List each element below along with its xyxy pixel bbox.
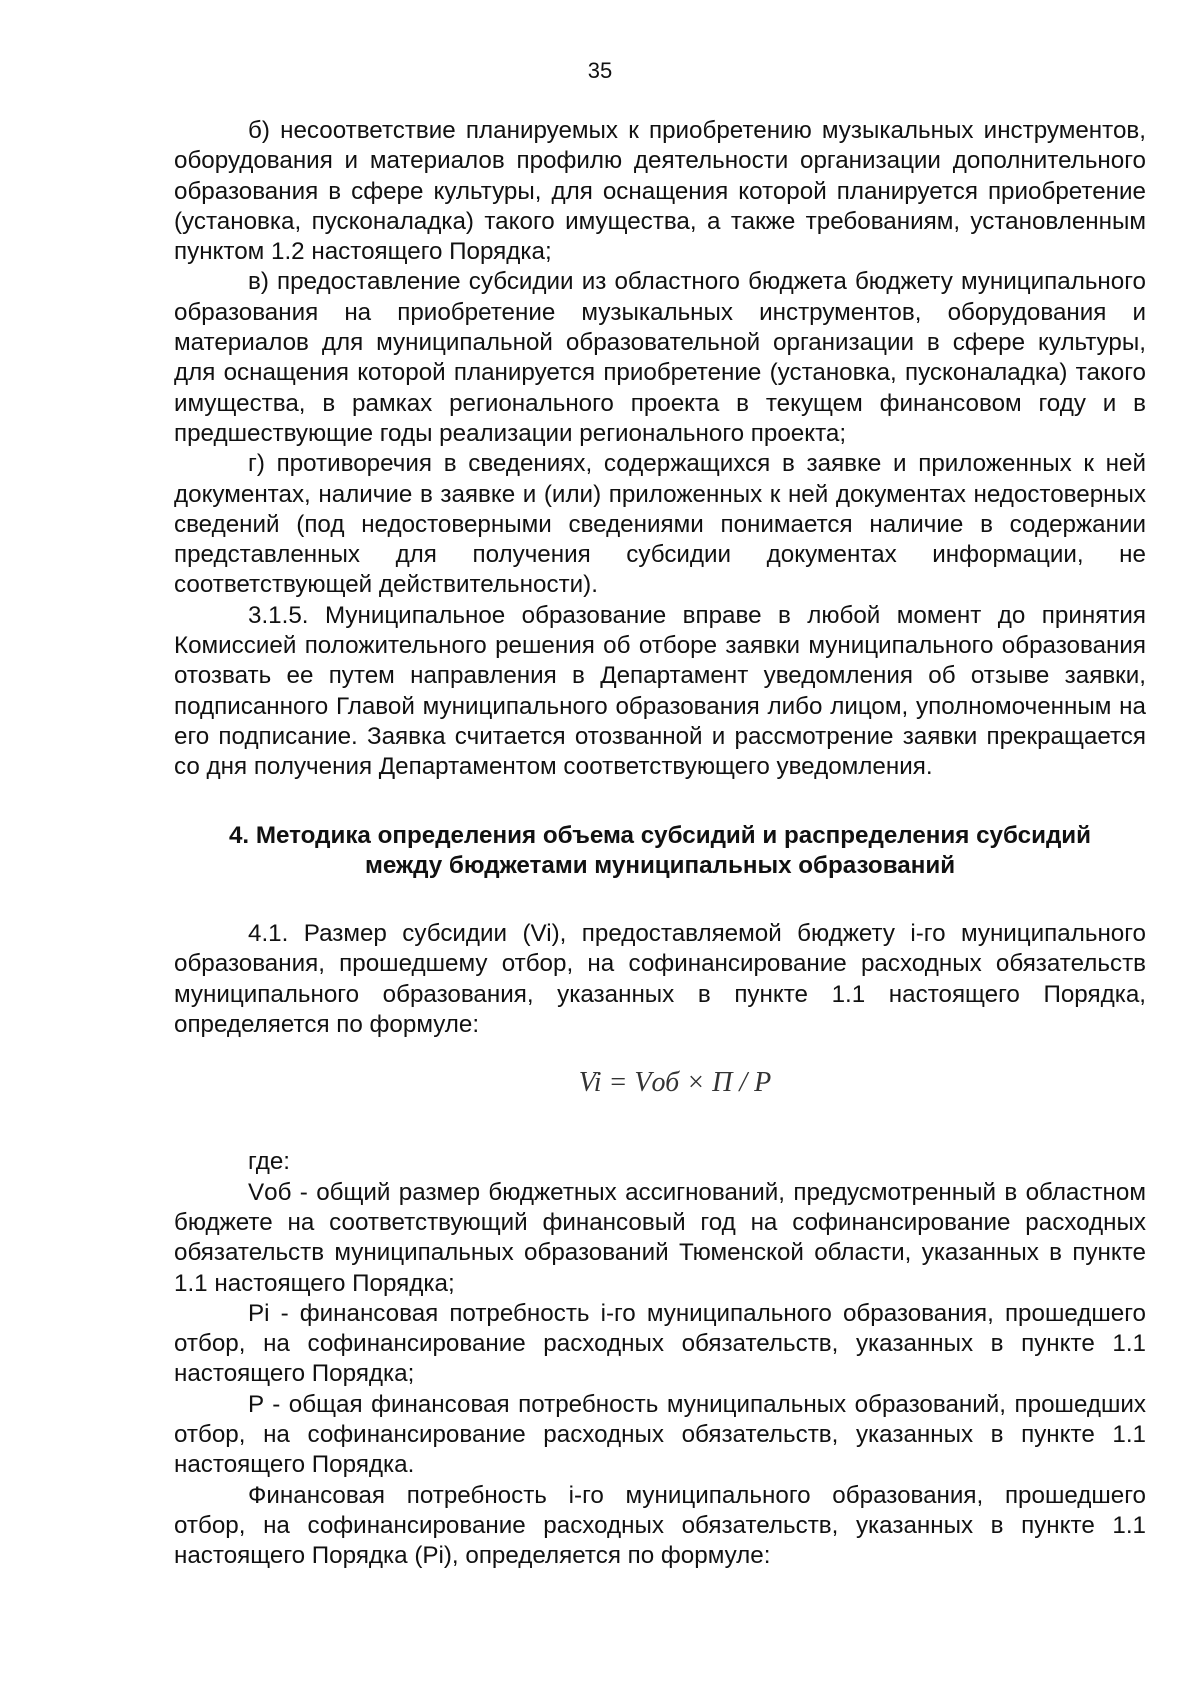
where-label: где: bbox=[248, 1148, 291, 1176]
paragraph-g: г) противоречия в сведениях, содержащихся в заявке и приложенных к ней документах, наличие в заявке и (или) приложенных к ней документах недостоверных сведений (под недостоверными сведениями понимается наличие в содержании представленных для получения субсидии документах информации, не соответствующей действительности). bbox=[174, 450, 1146, 599]
page-number: 35 bbox=[587, 58, 613, 83]
definition-pi: Pi - финансовая потребность i-го муниципального образования, прошедшего отбор, на софинансирование расходных обязательств, указанных в пункте 1.1 настоящего Порядка; bbox=[174, 1299, 1146, 1388]
paragraph-4-1: 4.1. Размер субсидии (Vi), предоставляемой бюджету i-го муниципального образования, прошедшему отбор, на софинансирование расходных обязательств муниципального образования, указанных в пункте 1.1 настоящего Порядка, определяется по формуле: bbox=[174, 920, 1146, 1039]
paragraph-b: б) несоответствие планируемых к приобретению музыкальных инструментов, оборудования и материалов профилю деятельности организации дополнительного образования в сфере культуры, для оснащения которой планируется приобретение (установка, пусконаладка) такого имущества, а также требованиям, установленным пунктом 1.2 настоящего Порядка; bbox=[174, 117, 1146, 266]
section-heading-line2: между бюджетами муниципальных образований bbox=[364, 851, 956, 879]
formula-vi: Vi = Vоб × П / P bbox=[578, 1067, 772, 1099]
definition-vob: Vоб - общий размер бюджетных ассигнований, предусмотренный в областном бюджете на соответствующий финансовый год на софинансирование расходных обязательств муниципальных образований Тюменской области, указанных в пункте 1.1 настоящего Порядка; bbox=[174, 1178, 1146, 1297]
paragraph-pi-formula-intro: Финансовая потребность i-го муниципального образования, прошедшего отбор, на софинансирование расходных обязательств, указанных в пункте 1.1 настоящего Порядка (Pi), определяется по формуле: bbox=[174, 1481, 1146, 1570]
section-heading-line1: 4. Методика определения объема субсидий и распределения субсидий bbox=[228, 821, 1092, 849]
paragraph-3-1-5: 3.1.5. Муниципальное образование вправе в любой момент до принятия Комиссией положительного решения об отборе заявки муниципального образования отозвать ее путем направления в Департамент уведомления об отзыве заявки, подписанного Главой муниципального образования либо лицом, уполномоченным на его подписание. Заявка считается отозванной и рассмотрение заявки прекращается со дня получения Департаментом соответствующего уведомления. bbox=[174, 601, 1146, 781]
document-body bbox=[174, 116, 1146, 1571]
definition-p: P - общая финансовая потребность муниципальных образований, прошедших отбор, на софинансирование расходных обязательств, указанных в пункте 1.1 настоящего Порядка. bbox=[174, 1390, 1146, 1479]
section-heading bbox=[174, 821, 1146, 882]
paragraph-v: в) предоставление субсидии из областного бюджета бюджету муниципального образования на приобретение музыкальных инструментов, оборудования и материалов для муниципальной образовательной организации в сфере культуры, для оснащения которой планируется приобретение (установка, пусконаладка) такого имущества, в рамках регионального проекта в текущем финансовом году и в предшествующие годы реализации регионального проекта; bbox=[174, 268, 1146, 447]
